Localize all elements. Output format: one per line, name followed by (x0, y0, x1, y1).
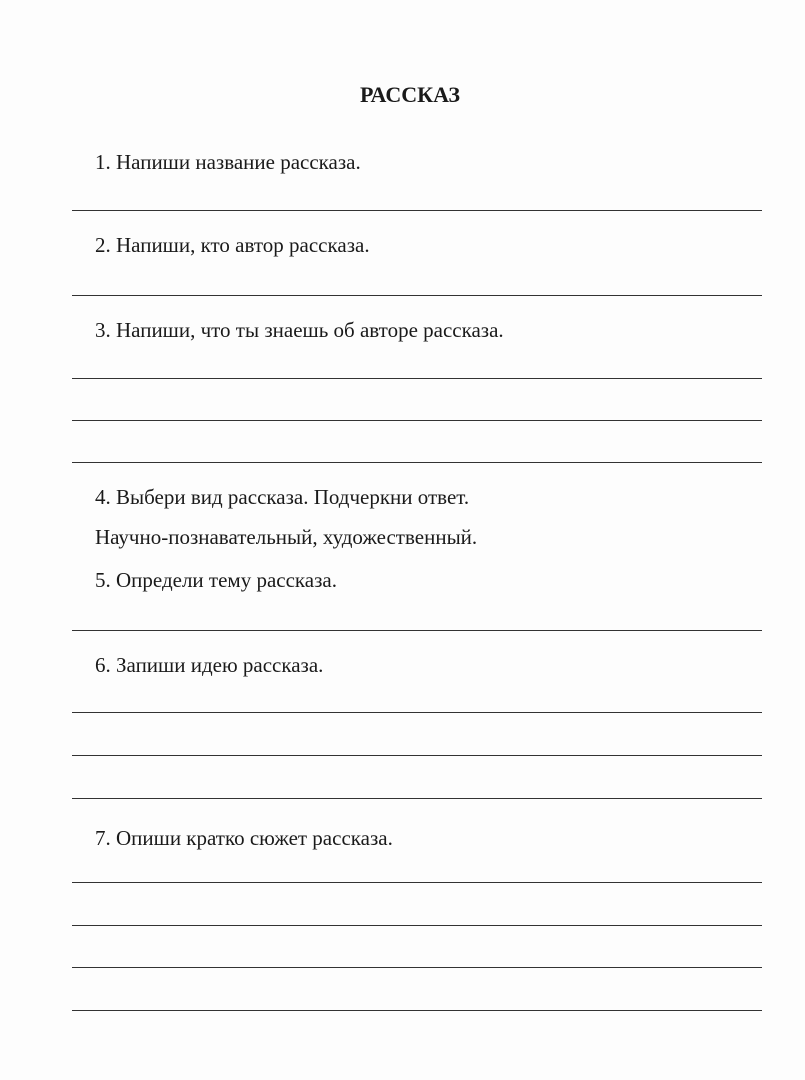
answer-line[interactable] (72, 378, 762, 379)
answer-line[interactable] (72, 462, 762, 463)
answer-line[interactable] (72, 798, 762, 799)
answer-line[interactable] (72, 755, 762, 756)
answer-line[interactable] (72, 420, 762, 421)
answer-line[interactable] (72, 630, 762, 631)
question-5: 5. Определи тему рассказа. (95, 568, 337, 592)
question-4: 4. Выбери вид рассказа. Подчеркни ответ. (95, 485, 470, 509)
answer-line[interactable] (72, 210, 762, 211)
question-2: 2. Напиши, кто автор рассказа. (95, 233, 370, 257)
question-4-options[interactable]: Научно-познавательный, художественный. (95, 525, 478, 549)
answer-line[interactable] (72, 712, 762, 713)
answer-line[interactable] (72, 295, 762, 296)
page-title: РАССКАЗ (359, 82, 461, 107)
question-1: 1. Напиши название рассказа. (95, 150, 361, 174)
answer-line[interactable] (72, 967, 762, 968)
question-7: 7. Опиши кратко сюжет рассказа. (95, 826, 393, 850)
answer-line[interactable] (72, 925, 762, 926)
question-3: 3. Напиши, что ты знаешь об авторе рассказа. (95, 318, 504, 342)
question-6: 6. Запиши идею рассказа. (95, 653, 324, 677)
answer-line[interactable] (72, 1010, 762, 1011)
answer-line[interactable] (72, 882, 762, 883)
